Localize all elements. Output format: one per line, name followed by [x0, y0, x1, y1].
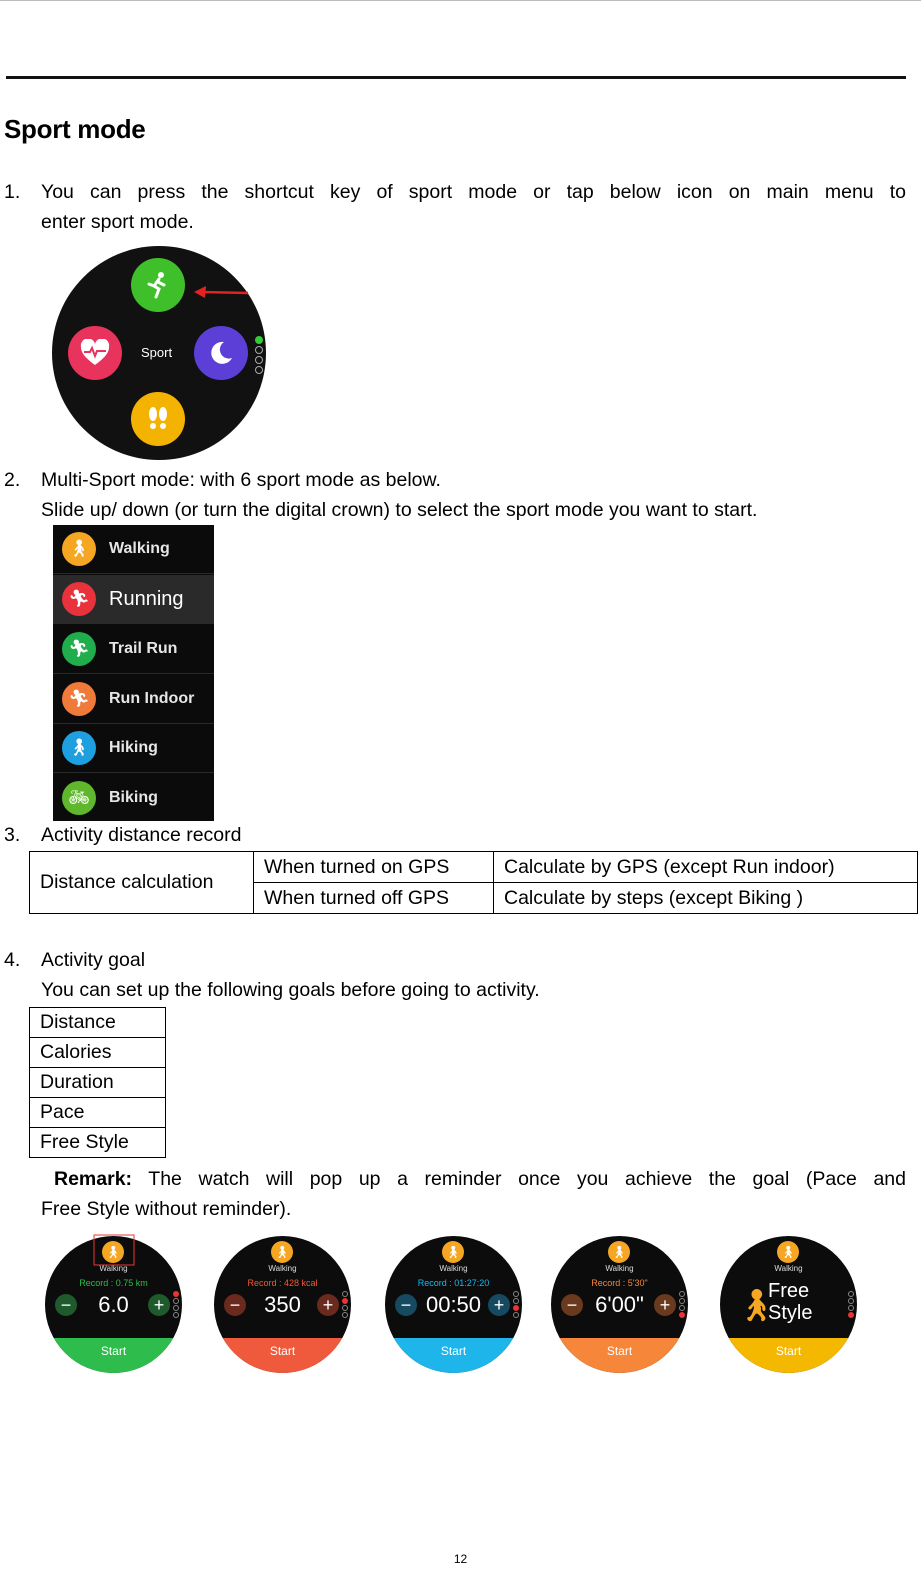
pointer-arrow-icon [190, 282, 250, 302]
sport-mode-list [53, 525, 214, 821]
goal-pace: Pace [30, 1098, 166, 1128]
running-icon[interactable] [131, 258, 185, 312]
sport-item-running[interactable]: 🏃︎ Running [53, 575, 214, 624]
step2-line1: Multi-Sport mode: with 6 sport mode as below. [41, 469, 441, 491]
goal-watch-free-style: 🚶︎ Walking 🚶︎ Free Style Start [720, 1236, 857, 1373]
step-number: 2. [4, 469, 21, 491]
top-rule [0, 0, 921, 1]
walking-icon: 🚶︎ [608, 1241, 630, 1263]
steps-icon[interactable] [131, 392, 185, 446]
minus-button[interactable]: − [224, 1294, 246, 1316]
step2-line2: Slide up/ down (or turn the digital crown) to select the sport mode you want to start. [41, 499, 758, 521]
distance-calculation-cell: Distance calculation [30, 852, 254, 914]
start-button[interactable]: Start [551, 1338, 688, 1373]
gps-off-cell: When turned off GPS [254, 883, 494, 914]
start-button[interactable]: Start [385, 1338, 522, 1373]
goal-table [29, 1007, 166, 1158]
remark-line1 [41, 1164, 906, 1194]
goal-free-style: Free Style [30, 1128, 166, 1158]
remark-text: The watch will pop up a reminder once you achieve the goal (Pace and [148, 1168, 906, 1190]
gps-on-cell: When turned on GPS [254, 852, 494, 883]
sport-center-label: Sport [141, 345, 173, 360]
step-number: 3. [4, 824, 21, 846]
running-icon: 🏃︎ [62, 582, 96, 616]
sport-item-walking[interactable]: 🚶︎ Walking [53, 525, 214, 574]
walking-figure-icon: 🚶︎ [736, 1287, 777, 1323]
goal-calories: Calories [30, 1038, 166, 1068]
step1-line1: You can press the shortcut key of sport mode or tap below icon on main menu to [41, 181, 906, 203]
svg-text:z: z [224, 345, 228, 354]
plus-button[interactable]: + [317, 1294, 339, 1316]
goal-distance: Distance [30, 1008, 166, 1038]
remark-label: Remark: [54, 1168, 133, 1190]
start-button[interactable]: Start [214, 1338, 351, 1373]
gps-off-result-cell: Calculate by steps (except Biking ) [494, 883, 918, 914]
walking-icon: 🚶︎ [62, 532, 96, 566]
watch-main-menu [52, 246, 266, 460]
sport-item-hiking[interactable]: 🚶︎ Hiking [53, 724, 214, 773]
sport-item-biking[interactable]: 🚲︎ Biking [53, 773, 214, 822]
step-number: 4. [4, 949, 21, 971]
step-number: 1. [4, 181, 21, 203]
header-rule [6, 76, 906, 79]
walking-icon: 🚶︎ [102, 1241, 124, 1263]
trail-run-icon: 🏃︎ [62, 632, 96, 666]
running-figure-icon [143, 270, 173, 300]
heart-icon [80, 339, 110, 367]
goal-watch-pace: 🚶︎ Walking Record : 5'30" − 6'00" + Start [551, 1236, 688, 1373]
treadmill-icon: 🏃︎ [62, 682, 96, 716]
walking-icon: 🚶︎ [777, 1241, 799, 1263]
free-style-label: Free Style [768, 1280, 813, 1324]
sleep-icon[interactable] [194, 326, 248, 380]
plus-button[interactable]: + [654, 1294, 676, 1316]
page-indicator [255, 336, 263, 376]
page-number: 12 [453, 1552, 468, 1566]
start-button[interactable]: Start [45, 1338, 182, 1373]
heart-rate-icon[interactable] [68, 326, 122, 380]
page-title: Sport mode [4, 114, 146, 144]
goal-duration: Duration [30, 1068, 166, 1098]
goal-watch-duration: 🚶︎ Walking Record : 01:27:20 − 00:50 + Start [385, 1236, 522, 1373]
step4-heading: Activity goal [41, 949, 146, 971]
distance-table [29, 851, 918, 914]
step4-intro: You can set up the following goals before going to activity. [41, 979, 540, 1001]
goal-watch-distance: 🚶︎ Walking Record : 0.75 km − 6.0 + Start [45, 1236, 182, 1373]
sport-item-run-indoor[interactable]: 🏃︎ Run Indoor [53, 675, 214, 724]
walking-icon: 🚶︎ [271, 1241, 293, 1263]
plus-button[interactable]: + [488, 1294, 510, 1316]
hiking-icon: 🚶︎ [62, 731, 96, 765]
goal-watch-calories: 🚶︎ Walking Record : 428 kcal − 350 + Start [214, 1236, 351, 1373]
bicycle-icon: 🚲︎ [62, 781, 96, 815]
moon-icon [206, 338, 236, 368]
highlight-box [93, 1234, 135, 1266]
remark-line2: Free Style without reminder). [41, 1198, 292, 1220]
minus-button[interactable]: − [561, 1294, 583, 1316]
minus-button[interactable]: − [395, 1294, 417, 1316]
start-button[interactable]: Start [720, 1338, 857, 1373]
step1-line2: enter sport mode. [41, 211, 194, 233]
walking-icon: 🚶︎ [442, 1241, 464, 1263]
minus-button[interactable]: − [55, 1294, 77, 1316]
step3-heading: Activity distance record [41, 824, 242, 846]
sport-item-trail-run[interactable]: 🏃︎ Trail Run [53, 625, 214, 674]
footprints-icon [145, 404, 171, 434]
plus-button[interactable]: + [148, 1294, 170, 1316]
gps-on-result-cell: Calculate by GPS (except Run indoor) [494, 852, 918, 883]
